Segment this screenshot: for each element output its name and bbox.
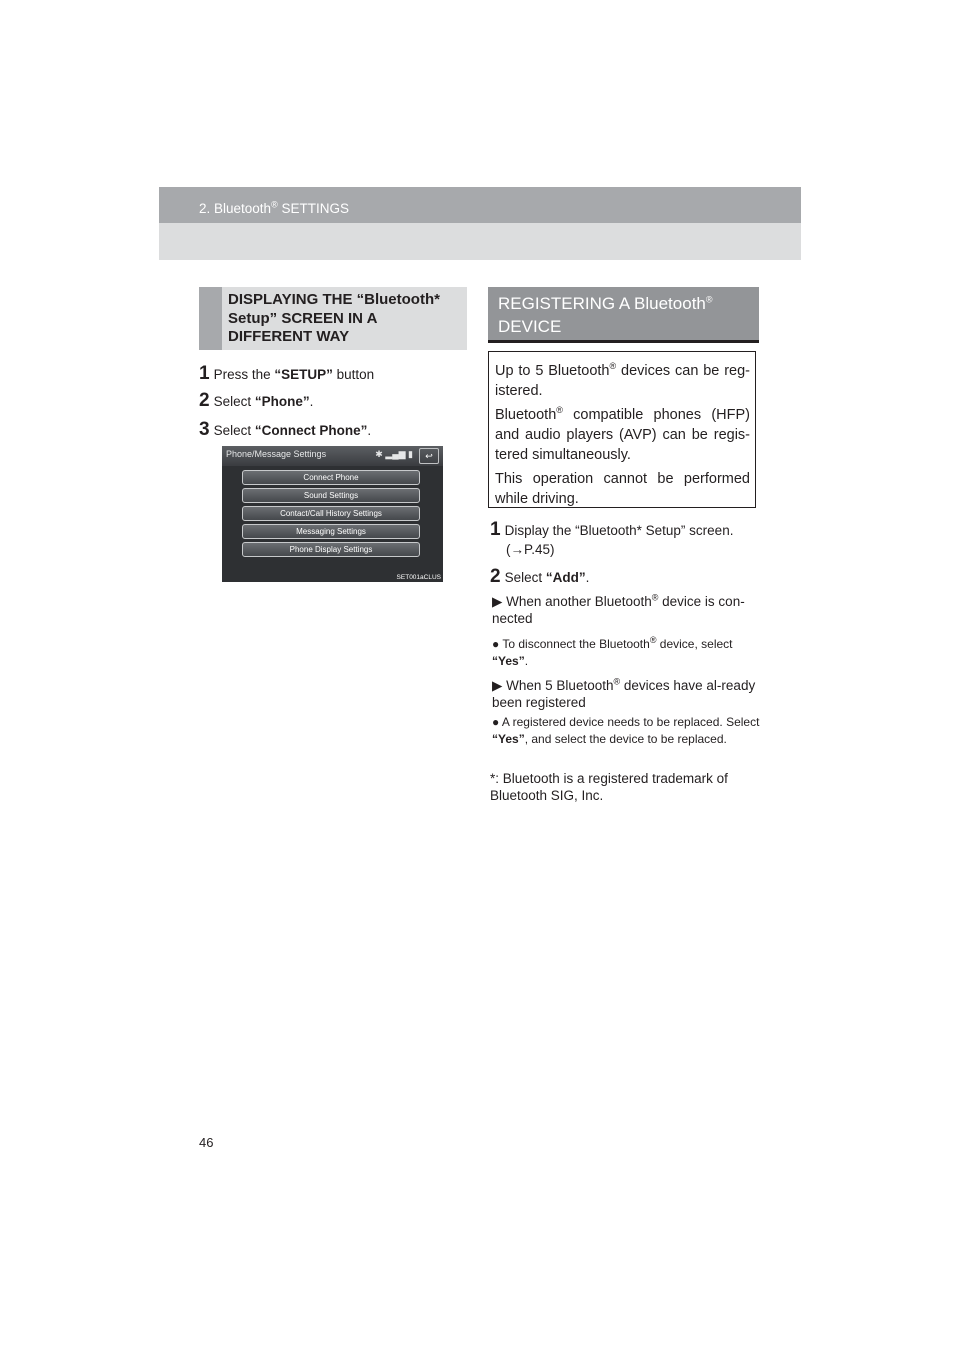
connect-phone-button: Connect Phone [242, 470, 420, 485]
phone-display-settings-button: Phone Display Settings [242, 542, 420, 557]
page-number: 46 [199, 1135, 214, 1150]
info-paragraph: This operation cannot be performed while driving. [495, 471, 750, 507]
info-paragraph: Bluetooth® compatible phones (HFP) and audio players (AVP) can be regis-tered simultaneously. [495, 405, 750, 463]
step-1: 1 Press the “SETUP” button [199, 363, 375, 384]
sound-settings-button: Sound Settings [242, 488, 420, 503]
back-icon: ↩ [419, 448, 439, 464]
section-heading-text: DISPLAYING THE “Bluetooth* Setup” SCREEN IN A DIFFERENT WAY [228, 291, 440, 345]
bullet-icon: ● [492, 715, 500, 729]
section-heading-right [488, 287, 759, 342]
phone-settings-screenshot [222, 446, 443, 582]
step-2: 2 Select “Phone”. [199, 390, 314, 411]
info-box [488, 351, 756, 508]
right-step-2: 2 Select “Add”. [490, 566, 590, 587]
screen-title: Phone/Message Settings [226, 449, 327, 459]
section-heading-text: REGISTERING A Bluetooth® DEVICE [498, 294, 713, 336]
chapter-title: 2. Bluetooth® SETTINGS [199, 199, 349, 216]
case-five-devices: ▶ When 5 Bluetooth® devices have al-ready been registered [492, 676, 756, 710]
step-3: 3 Select “Connect Phone”. [199, 419, 372, 440]
heading-rule [488, 340, 759, 343]
info-paragraph: Up to 5 Bluetooth® devices can be reg-istered. [495, 361, 750, 399]
image-code: SET001aCLUS [396, 574, 441, 581]
footnote: *: Bluetooth is a registered trademark of Bluetooth SIG, Inc. [490, 771, 728, 803]
case-another-device: ▶ When another Bluetooth® device is con-nected [492, 592, 745, 626]
note-replace-device: ● A registered device needs to be replaced. Select “Yes”, and select the device to be replaced. [492, 715, 760, 746]
status-icons: ✱ ▂▄▆ ▮ [375, 449, 413, 459]
arrow-right-icon: ▶ [492, 594, 503, 609]
header-subband [159, 223, 801, 260]
arrow-right-icon: ▶ [492, 678, 503, 693]
contact-call-history-button: Contact/Call History Settings [242, 506, 420, 521]
heading-accent-bar [199, 287, 222, 350]
right-step-1: 1 Display the “Bluetooth* Setup” screen. (→P.45) [490, 519, 734, 557]
bullet-icon: ● [492, 637, 500, 651]
section-heading-left [199, 287, 467, 350]
messaging-settings-button: Messaging Settings [242, 524, 420, 539]
note-disconnect: ● To disconnect the Bluetooth® device, select “Yes”. [492, 635, 733, 668]
